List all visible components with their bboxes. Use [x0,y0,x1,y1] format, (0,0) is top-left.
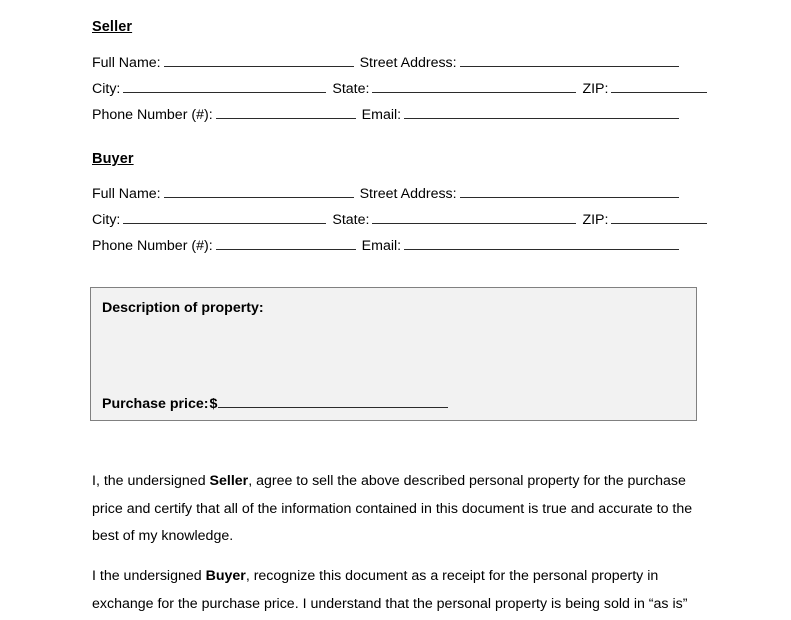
buyer-phone-label: Phone Number (#): [92,238,213,255]
seller-street-address-label: Street Address: [359,55,457,72]
currency-symbol: $ [209,395,218,412]
seller-row-phone-email [92,105,696,123]
seller-email-input[interactable] [404,105,679,119]
buyer-street-address-label: Street Address: [359,186,457,203]
seller-statement-part-1: I, the undersigned [92,473,210,489]
seller-section [92,20,696,35]
buyer-row-phone-email [92,236,696,254]
seller-full-name-input[interactable] [164,53,354,67]
buyer-statement-emphasis: Buyer [205,568,246,584]
buyer-zip-label: ZIP: [582,212,609,229]
purchase-price-row [102,393,448,411]
buyer-full-name-input[interactable] [164,184,354,198]
purchase-price-input[interactable] [218,393,448,407]
description-of-property-label: Description of property: [102,300,264,316]
buyer-phone-input[interactable] [216,236,356,250]
seller-full-name-label: Full Name: [92,55,161,72]
seller-email-label: Email: [361,107,402,124]
seller-statement-paragraph [92,468,700,551]
buyer-city-input[interactable] [123,210,326,224]
seller-state-label: State: [332,81,370,98]
buyer-section [92,152,696,167]
buyer-row-full-name [92,184,696,202]
seller-state-input[interactable] [372,79,576,93]
seller-zip-label: ZIP: [582,81,609,98]
buyer-full-name-label: Full Name: [92,186,161,203]
description-of-property-box[interactable] [90,287,697,421]
seller-row-full-name [92,53,696,71]
seller-street-address-input[interactable] [460,53,679,67]
seller-row-city-state-zip [92,79,696,97]
seller-city-input[interactable] [123,79,326,93]
buyer-state-label: State: [332,212,370,229]
seller-statement-emphasis: Seller [209,473,249,489]
buyer-statement-part-1: I the undersigned [92,568,206,584]
buyer-heading: Buyer [92,151,134,167]
buyer-state-input[interactable] [372,210,576,224]
buyer-street-address-input[interactable] [460,184,679,198]
buyer-email-input[interactable] [404,236,679,250]
buyer-city-label: City: [92,212,121,229]
buyer-zip-input[interactable] [611,210,707,224]
seller-phone-label: Phone Number (#): [92,107,213,124]
seller-statement-part-2: , agree to sell the above described personal property for the purchase price and certify that all of the information contained in this document is true and accurate to the best of my knowledge. [92,473,693,544]
seller-city-label: City: [92,81,121,98]
buyer-row-city-state-zip [92,210,696,228]
seller-zip-input[interactable] [611,79,707,93]
buyer-statement-part-2: , recognize this document as a receipt for the personal property in exchange for the purchase price. I understand that the personal property is being sold in “as is” [92,568,688,612]
seller-phone-input[interactable] [216,105,356,119]
buyer-email-label: Email: [361,238,402,255]
seller-heading: Seller [92,19,133,35]
buyer-statement-paragraph [92,563,700,618]
purchase-price-label: Purchase price: [102,395,209,412]
